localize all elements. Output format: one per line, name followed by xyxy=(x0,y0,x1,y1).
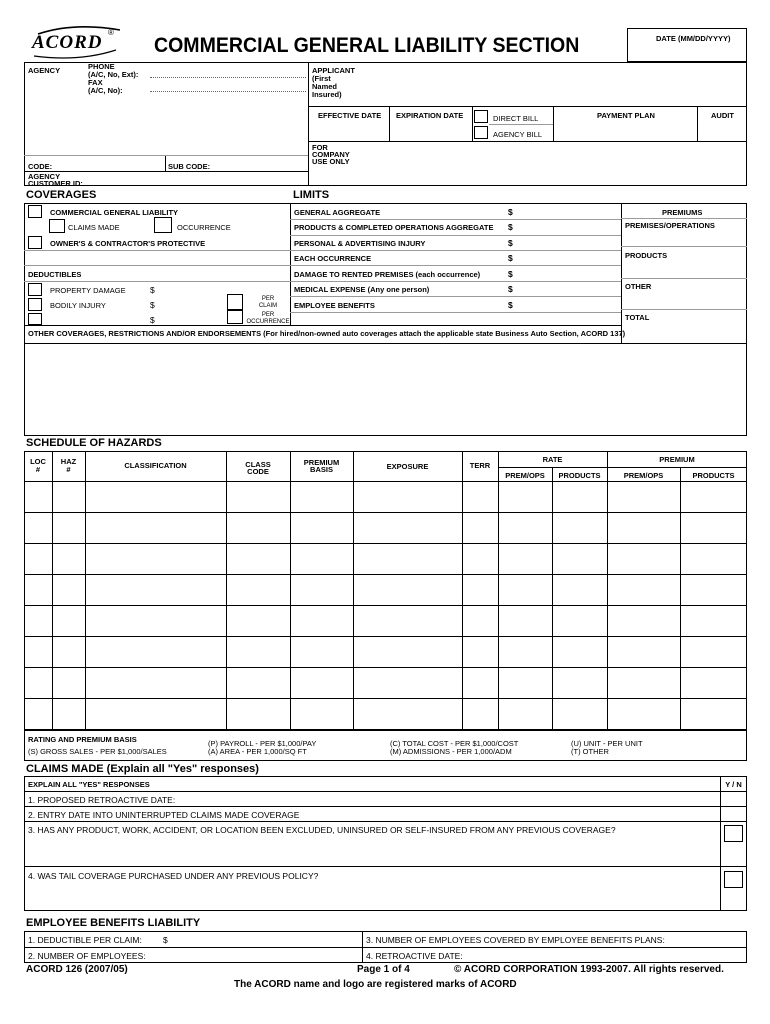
basis-area: (A) AREA - PER 1,000/SQ FT xyxy=(208,747,307,756)
limit-general-aggregate: GENERAL AGGREGATE xyxy=(294,208,381,217)
phone-sub-label: (A/C, No, Ext): xyxy=(88,70,139,79)
limit-dollar-4: $ xyxy=(508,253,513,263)
date-box[interactable] xyxy=(627,28,747,62)
limit-dollar-3: $ xyxy=(508,238,513,248)
cgl-checkbox[interactable] xyxy=(28,205,42,218)
premium-products: PRODUCTS xyxy=(625,251,668,260)
agency-label: AGENCY xyxy=(28,66,61,75)
col-haz-hash: # xyxy=(66,465,71,474)
hazards-table xyxy=(24,451,747,730)
claims-q4-yn-checkbox[interactable] xyxy=(724,871,743,888)
limit-damage-rented: DAMAGE TO RENTED PREMISES (each occurrence) xyxy=(294,270,481,279)
col-class-code-2: CODE xyxy=(247,467,269,476)
fax-field[interactable] xyxy=(150,84,306,92)
phone-field[interactable] xyxy=(150,70,306,78)
registered-mark: ® xyxy=(108,28,114,37)
limit-personal-advertising: PERSONAL & ADVERTISING INJURY xyxy=(294,239,426,248)
yn-label: Y / N xyxy=(725,780,742,789)
date-label: DATE (MM/DD/YYYY) xyxy=(656,34,731,43)
direct-bill-checkbox[interactable] xyxy=(474,110,488,123)
basis-total-cost: (C) TOTAL COST - PER $1,000/COST xyxy=(390,739,519,748)
ebl-heading: EMPLOYEE BENEFITS LIABILITY xyxy=(26,917,201,929)
applicant-label-2: (First xyxy=(312,74,331,83)
property-damage-checkbox[interactable] xyxy=(28,283,42,296)
deductibles-label: DEDUCTIBLES xyxy=(28,270,82,279)
col-loc-label: LOC xyxy=(30,457,46,466)
limit-dollar-6: $ xyxy=(508,284,513,294)
claims-q2: 2. ENTRY DATE INTO UNINTERRUPTED CLAIMS MADE COVERAGE xyxy=(28,810,300,820)
page-number: Page 1 of 4 xyxy=(357,964,410,975)
phone-label: PHONE xyxy=(88,62,115,71)
claims-q3-yn-checkbox[interactable] xyxy=(724,825,743,842)
company-use-label-2: COMPANY xyxy=(312,150,350,159)
fax-label: FAX xyxy=(88,78,103,87)
col-premium-basis-2: BASIS xyxy=(310,465,333,474)
per-label-1: PER xyxy=(261,296,275,302)
ebl-q3: 3. NUMBER OF EMPLOYEES COVERED BY EMPLOYEE BENEFITS PLANS: xyxy=(366,935,665,945)
hazards-heading: SCHEDULE OF HAZARDS xyxy=(26,437,162,449)
premium-total: TOTAL xyxy=(625,313,650,322)
registered-marks-note: The ACORD name and logo are registered marks of ACORD xyxy=(234,979,517,990)
ebl-q2: 2. NUMBER OF EMPLOYEES: xyxy=(28,951,146,961)
col-rate-products: PRODUCTS xyxy=(558,471,601,480)
col-exposure: EXPOSURE xyxy=(386,462,429,471)
claims-q4: 4. WAS TAIL COVERAGE PURCHASED UNDER ANY PREVIOUS POLICY? xyxy=(28,871,319,881)
premium-other: OTHER xyxy=(625,282,652,291)
company-use-label-3: USE ONLY xyxy=(312,157,350,166)
col-premium-premops: PREM/OPS xyxy=(623,471,664,480)
col-haz-label: HAZ xyxy=(60,457,77,466)
agency-bill-checkbox[interactable] xyxy=(474,126,488,139)
limits-heading: LIMITS xyxy=(293,189,330,201)
company-use-label-1: FOR xyxy=(312,143,328,152)
per-label-2: PER xyxy=(261,312,275,318)
agency-bill-label: AGENCY BILL xyxy=(493,130,543,139)
limit-dollar-7: $ xyxy=(508,300,513,310)
direct-bill-label: DIRECT BILL xyxy=(493,114,539,123)
per-claim-checkbox[interactable] xyxy=(227,294,243,310)
claims-q1: 1. PROPOSED RETROACTIVE DATE: xyxy=(28,795,176,805)
applicant-label-4: Insured) xyxy=(312,90,342,99)
col-rate-premops: PREM/OPS xyxy=(505,471,545,480)
bodily-injury-checkbox[interactable] xyxy=(28,298,42,311)
basis-payroll: (P) PAYROLL - PER $1,000/PAY xyxy=(208,739,317,748)
rating-basis-title: RATING AND PREMIUM BASIS xyxy=(28,735,137,744)
premium-premises-operations: PREMISES/OPERATIONS xyxy=(625,221,715,230)
cgl-label: COMMERCIAL GENERAL LIABILITY xyxy=(50,208,179,217)
code-label: CODE: xyxy=(28,162,53,171)
limit-medical-expense: MEDICAL EXPENSE (Any one person) xyxy=(294,285,430,294)
coverages-heading: COVERAGES xyxy=(26,189,97,201)
limit-employee-benefits: EMPLOYEE BENEFITS xyxy=(294,301,375,310)
owners-protective-checkbox[interactable] xyxy=(28,236,42,249)
payment-plan-label: PAYMENT PLAN xyxy=(597,111,655,120)
customer-id-label-2: CUSTOMER ID: xyxy=(28,179,83,188)
premiums-heading: PREMIUMS xyxy=(662,208,703,217)
expiration-date-label: EXPIRATION DATE xyxy=(396,111,464,120)
bodily-injury-label: BODILY INJURY xyxy=(50,301,106,310)
col-loc-hash: # xyxy=(35,465,41,474)
effective-date-label: EFFECTIVE DATE xyxy=(318,111,382,120)
limit-each-occurrence: EACH OCCURRENCE xyxy=(294,254,372,263)
property-damage-label: PROPERTY DAMAGE xyxy=(50,286,126,295)
col-premium: PREMIUM xyxy=(659,455,695,464)
applicant-label-1: APPLICANT xyxy=(312,66,355,75)
owners-protective-label: OWNER'S & CONTRACTOR'S PROTECTIVE xyxy=(50,239,206,248)
per-occurrence-checkbox[interactable] xyxy=(227,310,243,324)
other-coverages-field[interactable] xyxy=(25,344,746,435)
acord-logo xyxy=(24,22,134,62)
customer-id-label-1: AGENCY xyxy=(28,172,61,181)
ebl-q1: 1. DEDUCTIBLE PER CLAIM: xyxy=(28,935,142,945)
audit-label: AUDIT xyxy=(711,111,734,120)
bodily-injury-dollar: $ xyxy=(150,300,155,310)
copyright: © ACORD CORPORATION 1993-2007. All rights reserved. xyxy=(454,964,724,975)
claims-made-label: CLAIMS MADE xyxy=(68,223,120,232)
limit-dollar-5: $ xyxy=(508,269,513,279)
fax-sub-label: (A/C, No): xyxy=(88,86,123,95)
property-damage-dollar: $ xyxy=(150,285,155,295)
claims-q3: 3. HAS ANY PRODUCT, WORK, ACCIDENT, OR LOCATION BEEN EXCLUDED, UNINSURED OR SELF-INSURED FROM ANY PREVIOUS COVERAGE? xyxy=(28,825,616,835)
applicant-label-3: Named xyxy=(312,82,338,91)
limit-dollar-2: $ xyxy=(508,222,513,232)
explain-yes-label: EXPLAIN ALL "YES" RESPONSES xyxy=(28,780,150,789)
claim-label: CLAIM xyxy=(258,303,278,309)
basis-admissions: (M) ADMISSIONS - PER 1,000/ADM xyxy=(390,747,512,756)
limit-dollar-1: $ xyxy=(508,207,513,217)
claims-made-heading: CLAIMS MADE (Explain all "Yes" responses) xyxy=(26,763,259,775)
col-rate: RATE xyxy=(542,455,563,464)
occurrence-label: OCCURRENCE xyxy=(177,223,231,232)
col-class-code-1: CLASS xyxy=(245,460,271,469)
other-coverages-label: OTHER COVERAGES, RESTRICTIONS AND/OR ENDORSEMENTS (For hired/non-owned auto coverages attach the applicable state Business Auto Section, ACORD 137) xyxy=(28,329,626,338)
other-deductible-dollar: $ xyxy=(150,315,155,325)
occurrence-small-label: OCCURRENCE xyxy=(246,319,290,325)
ebl-q4: 4. RETROACTIVE DATE: xyxy=(366,951,463,961)
form-number: ACORD 126 (2007/05) xyxy=(26,964,128,975)
col-terr: TERR xyxy=(469,461,491,470)
other-deductible-checkbox[interactable] xyxy=(28,313,42,325)
basis-other: (T) OTHER xyxy=(571,747,609,756)
logo-text: ACORD xyxy=(32,32,103,53)
form-title: COMMERCIAL GENERAL LIABILITY SECTION xyxy=(154,34,580,57)
basis-gross-sales: (S) GROSS SALES - PER $1,000/SALES xyxy=(28,747,167,756)
col-classification: CLASSIFICATION xyxy=(124,461,187,470)
agency-applicant-block xyxy=(24,62,747,186)
limit-products-aggregate: PRODUCTS & COMPLETED OPERATIONS AGGREGATE xyxy=(294,223,494,232)
col-premium-products: PRODUCTS xyxy=(692,471,735,480)
basis-unit: (U) UNIT - PER UNIT xyxy=(571,739,643,748)
subcode-label: SUB CODE: xyxy=(168,162,211,171)
col-premium-basis-1: PREMIUM xyxy=(303,458,340,467)
occurrence-checkbox[interactable] xyxy=(154,217,172,233)
ebl-q1-dollar: $ xyxy=(163,935,168,945)
claims-made-checkbox[interactable] xyxy=(49,219,65,233)
